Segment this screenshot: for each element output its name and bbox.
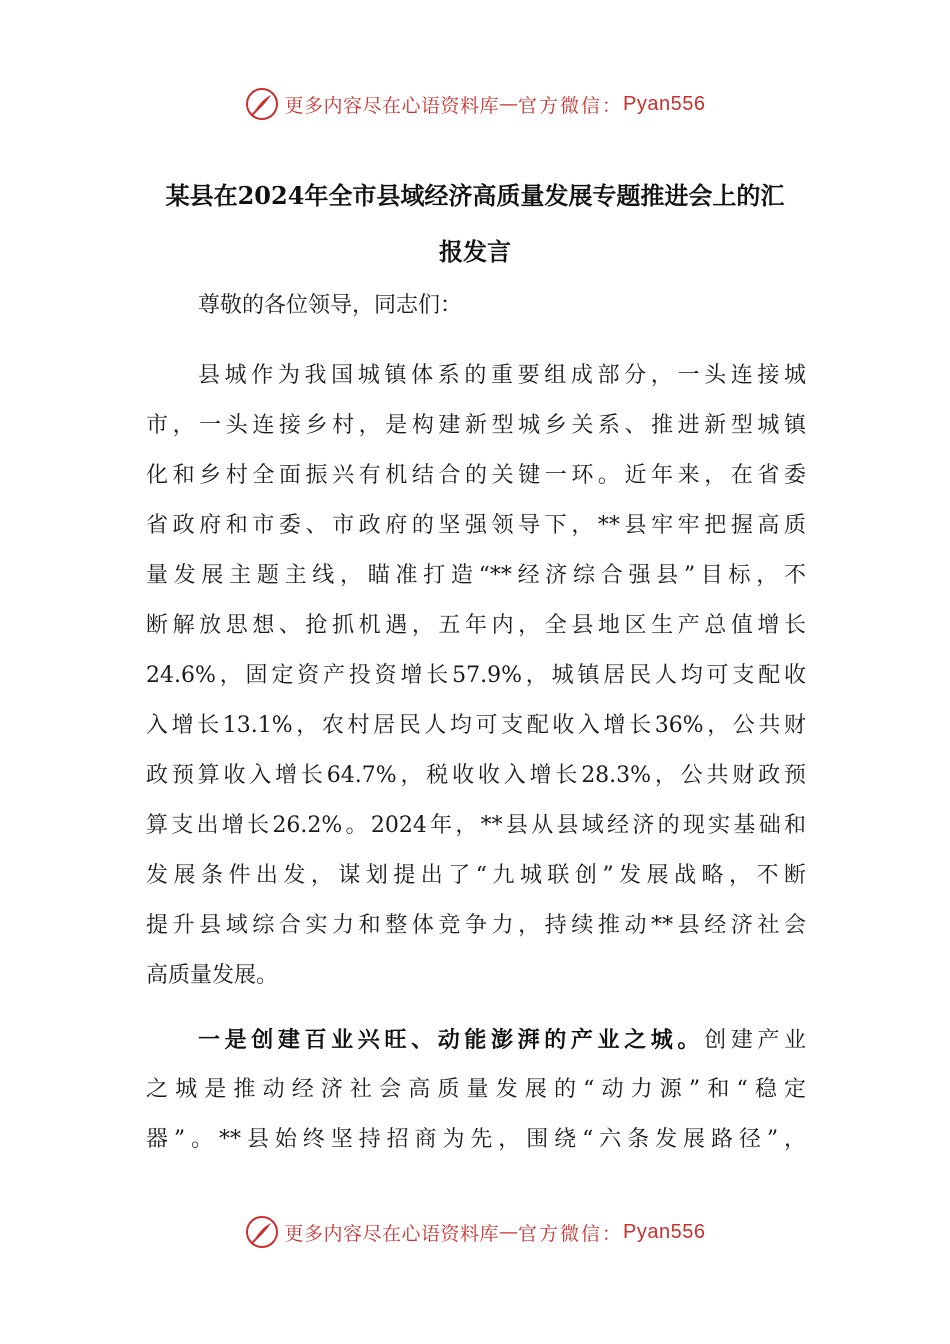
paragraph-line (146, 1015, 806, 1065)
title-line: 某县在2024年全市县域经济高质量发展专题推进会上的汇 (165, 181, 785, 210)
title-line: 报发言 (439, 237, 511, 266)
salutation: 尊敬的各位领导，同志们： (198, 293, 463, 318)
paragraph-line: 省政府和市委、市政府的坚强领导下，**县牢牢把握高质 (146, 513, 806, 538)
document-title (120, 168, 830, 280)
document-body (146, 281, 806, 1165)
paragraph-line: 24.6%，固定资产投资增长57.9%，城镇居民人均可支配收 (146, 663, 806, 688)
watermark-label: 更多内容尽在心语资料库 (284, 1222, 500, 1245)
paragraph-line: 器”。**县始终坚持招商为先，围绕“六条发展路径”， (146, 1127, 806, 1152)
paragraph-line: 高质量发展。 (146, 963, 279, 988)
quill-pen-logo-icon (245, 87, 279, 121)
paragraph-line: 市，一头连接乡村，是构建新型城乡关系、推进新型城镇 (146, 413, 806, 438)
watermark-dash: — (499, 1221, 519, 1243)
watermark-label2: 官方微信： (518, 1222, 624, 1245)
paragraph-line: 发展条件出发，谋划提出了“九城联创”发展战略，不断 (146, 863, 806, 888)
paragraph-line: 化和乡村全面振兴有机结合的关键一环。近年来，在省委 (146, 463, 806, 488)
watermark-id: Pyan556 (623, 1220, 706, 1243)
paragraph-line: 政预算收入增长64.7%，税收收入增长28.3%，公共财政预 (146, 763, 806, 788)
paragraph-line: 县城作为我国城镇体系的重要组成部分，一头连接城 (198, 363, 806, 388)
watermark-footer (0, 1212, 950, 1252)
paragraph-intro (146, 351, 806, 1001)
watermark-label: 更多内容尽在心语资料库 (284, 94, 500, 117)
watermark-header (0, 84, 950, 124)
watermark-dash: — (499, 93, 519, 115)
quill-pen-logo-icon (245, 1215, 279, 1249)
watermark-id: Pyan556 (623, 92, 706, 115)
watermark-label2: 官方微信： (518, 94, 624, 117)
paragraph-line: 提升县域综合实力和整体竞争力，持续推动**县经济社会 (146, 913, 806, 938)
paragraph-line: 量发展主题主线，瞄准打造“**经济综合强县”目标，不 (146, 563, 806, 588)
heading-followup: 创建产业 (704, 1028, 806, 1053)
paragraph-line: 之城是推动经济社会高质量发展的“动力源”和“稳定 (146, 1077, 806, 1102)
paragraph-line: 入增长13.1%，农村居民人均可支配收入增长36%，公共财 (146, 713, 806, 738)
section-heading: 一是创建百业兴旺、动能澎湃的产业之城。 (198, 1027, 705, 1053)
paragraph-line: 算支出增长26.2%。2024年，**县从县域经济的现实基础和 (146, 813, 806, 838)
paragraph-line: 断解放思想、抢抓机遇，五年内，全县地区生产总值增长 (146, 613, 806, 638)
paragraph-industry (146, 1015, 806, 1165)
